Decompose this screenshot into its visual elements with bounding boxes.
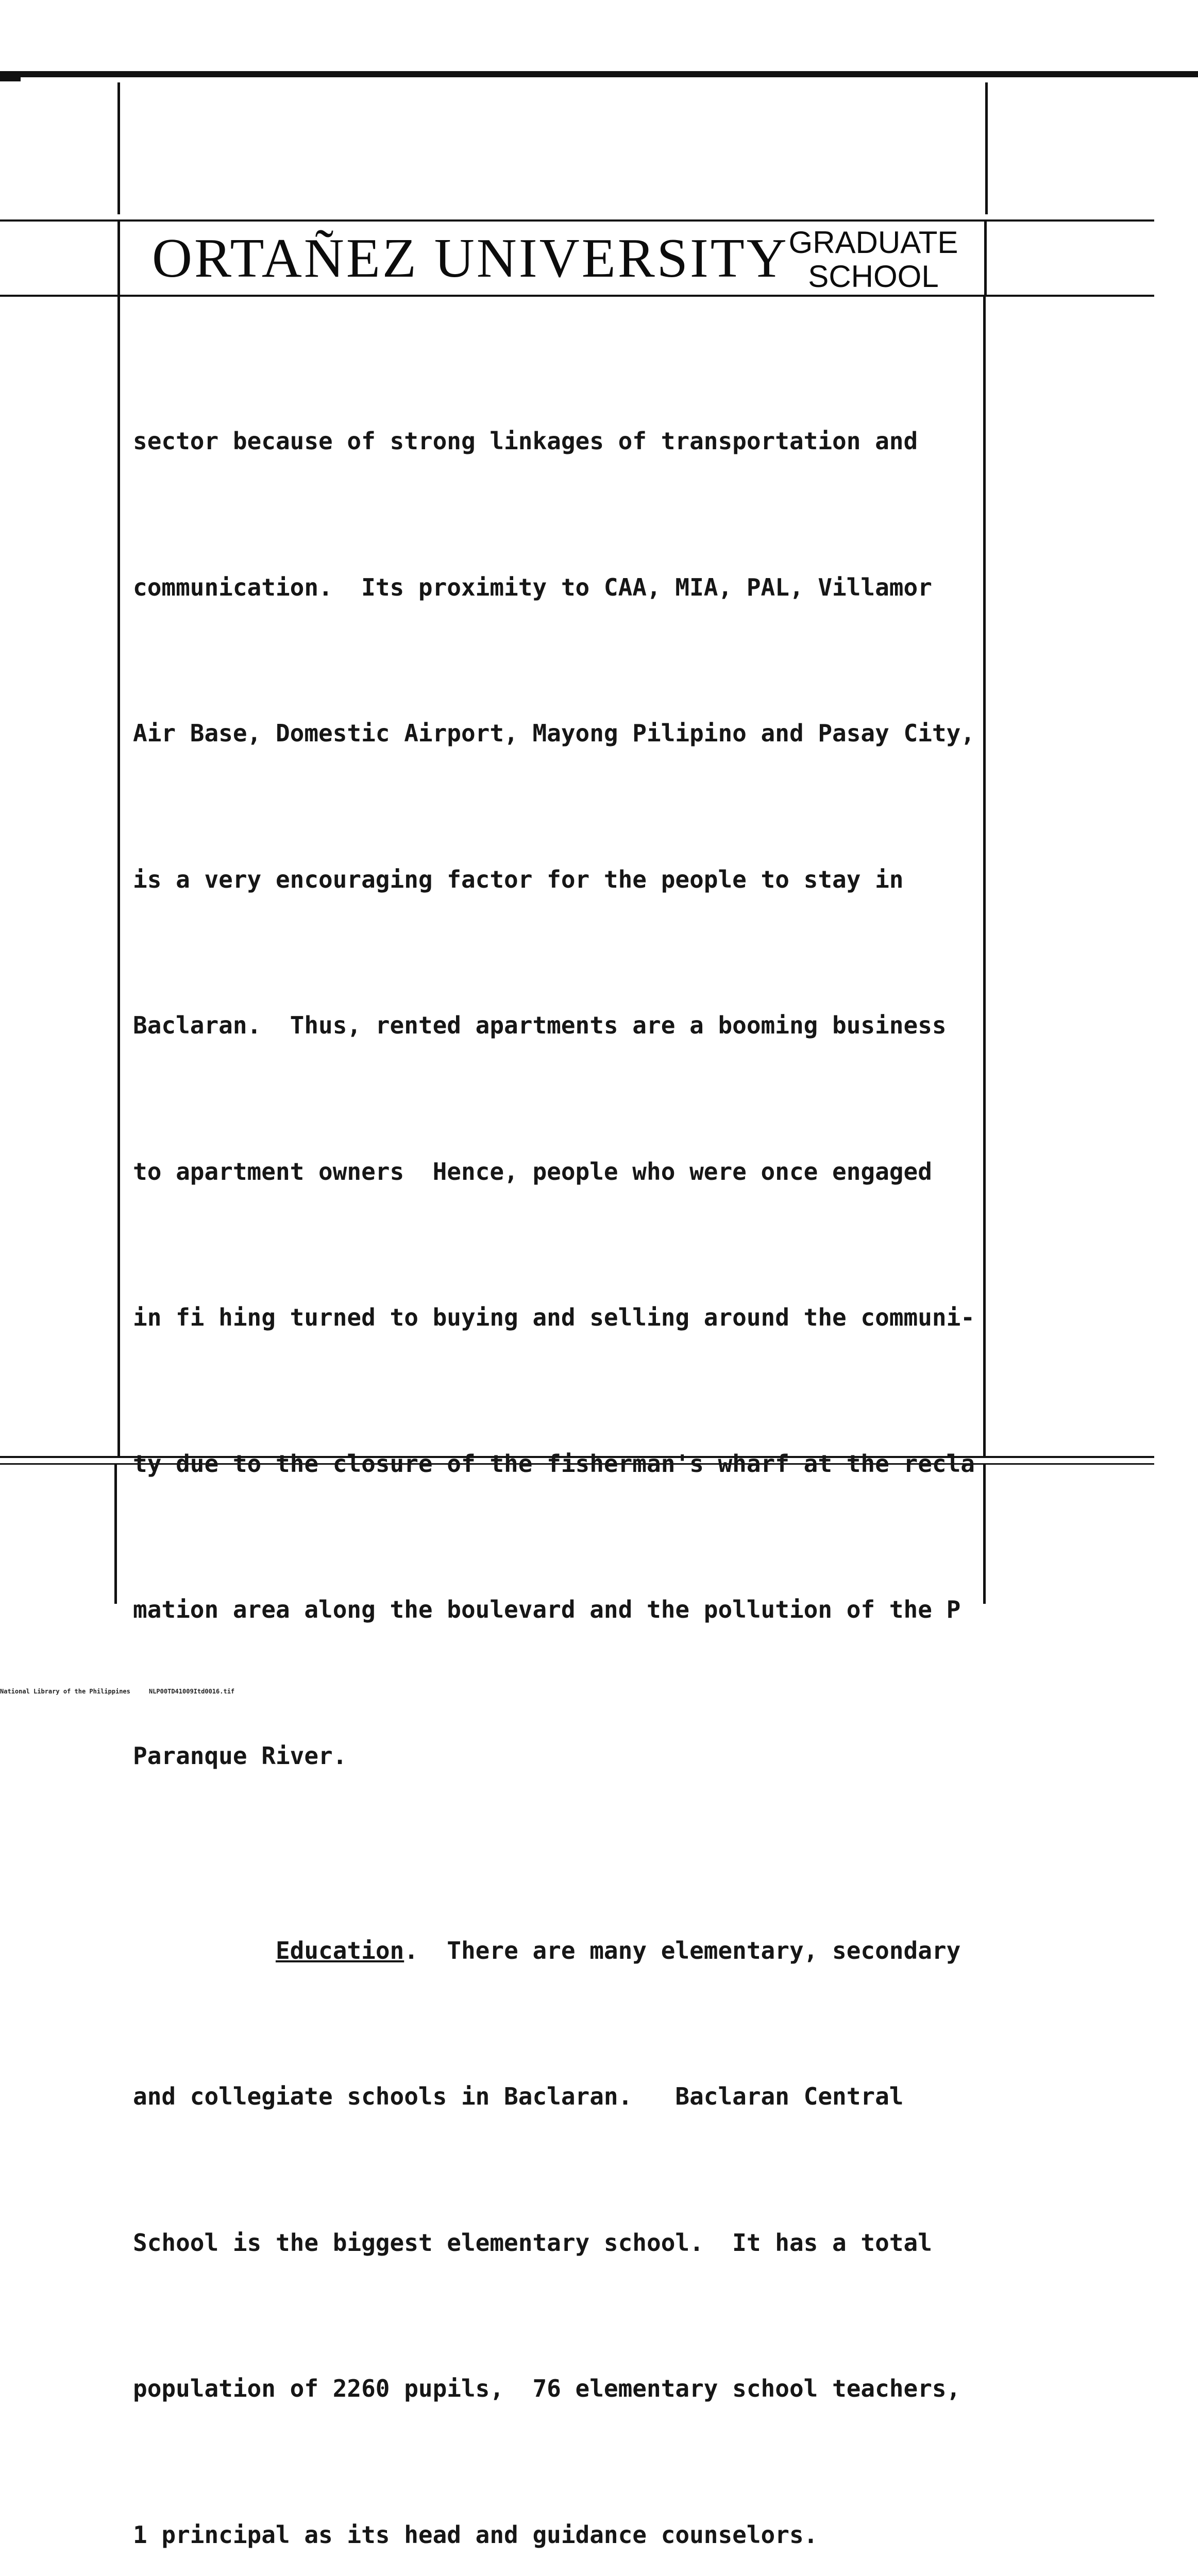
body-line: to apartment owners Hence, people who were once engaged xyxy=(133,1157,932,1185)
education-heading: Education xyxy=(275,1936,404,1964)
body-line: sector because of strong linkages of transportation and xyxy=(133,427,918,455)
body-line: mation area along the boulevard and the pollution of the P xyxy=(133,1596,961,1623)
education-line: 1 principal as its head and guidance counselors. xyxy=(133,2520,818,2549)
corner-mark xyxy=(0,77,21,81)
education-line: School is the biggest elementary school. It has a total xyxy=(133,2228,932,2257)
header-top-rule xyxy=(0,219,1154,222)
body-line: ty due to the closure of the fisherman's wharf at the recla xyxy=(133,1449,975,1478)
body-line: is a very encouraging factor for the people to stay in xyxy=(133,865,904,893)
top-border-rule xyxy=(0,71,1198,77)
right-margin-rule-header xyxy=(984,222,987,296)
graduate-school-label xyxy=(770,226,976,298)
left-margin-rule-top xyxy=(117,82,120,214)
body-line: in fi hing turned to buying and selling around the communi- xyxy=(133,1303,975,1331)
school-label-line2: SCHOOL xyxy=(808,259,939,294)
body-line: Baclaran. Thus, rented apartments are a booming business xyxy=(133,1011,947,1039)
body-line: Air Base, Domestic Airport, Mayong Pilipino and Pasay City, xyxy=(133,719,975,747)
education-line: . There are many elementary, secondary xyxy=(404,1936,961,1964)
scan-source-caption: National Library of the Philippines NLP00TD41009Itd0016.tif xyxy=(0,1688,235,1695)
education-indent xyxy=(133,1937,276,1964)
body-line: Paranque River. xyxy=(133,1741,347,1770)
education-line: population of 2260 pupils, 76 elementary school teachers, xyxy=(133,2375,961,2402)
school-label-line1: GRADUATE xyxy=(788,225,958,260)
left-margin-rule-header xyxy=(117,222,120,296)
education-paragraph-first-line xyxy=(133,1926,988,1975)
left-margin-rule-bottom xyxy=(114,1465,117,1604)
university-name: ORTAÑEZ UNIVERSITY xyxy=(152,228,789,289)
right-margin-rule-top xyxy=(985,82,988,214)
education-line: and collegiate schools in Baclaran. Baclaran Central xyxy=(133,2082,904,2110)
document-body xyxy=(133,319,988,2549)
body-line: communication. Its proximity to CAA, MIA, PAL, Villamor xyxy=(133,573,932,601)
left-margin-rule-body xyxy=(117,297,120,1456)
